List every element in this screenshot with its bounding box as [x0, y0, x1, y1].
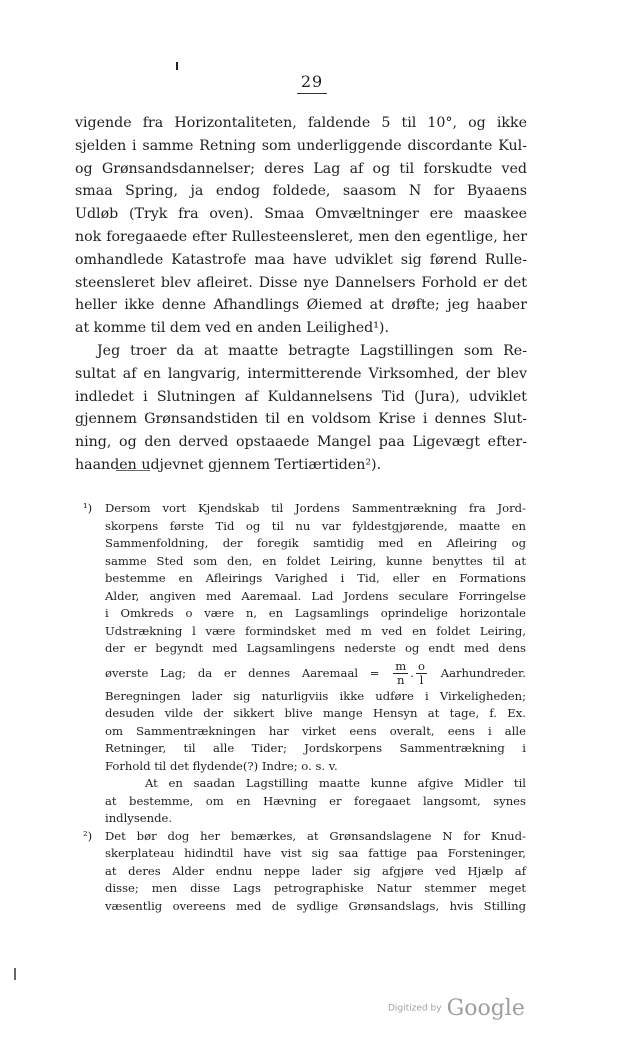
margin-mark [14, 968, 16, 980]
footnote-marker: ²) [83, 828, 93, 843]
footnote-line [83, 500, 526, 518]
body-line: indledet i Slutningen af Kuldannelsens Tid (Jura), udviklet [75, 388, 527, 405]
formula-suffix: Aarhundreder. [440, 665, 526, 680]
body-line: omhandlede Katastrofe maa have udviklet sig førend Rulle- [75, 251, 527, 268]
footnote-line: at bestemme, om en Hævning er foregaaet langsomt, synes [105, 793, 526, 808]
fraction-denominator: l [419, 673, 424, 687]
footnote-line: Forhold til det flydende(?) Indre; o. s. v. [105, 758, 338, 773]
page-number: 29 [0, 72, 624, 91]
body-line: at komme til dem ved en anden Leilighed¹). [75, 320, 389, 337]
watermark-prefix: Digitized by [388, 1003, 442, 1014]
footnote-marker: ¹) [83, 501, 93, 515]
footnote-formula-line: øverste Lag; da er dennes Aaremaal = $\frac{m}{n}$ . $\frac{o}{l}$ Aarhundreder. [105, 659, 526, 687]
digitized-watermark [388, 996, 525, 1021]
footnote-line: Sammenfoldning, der foregik samtidig med en Afleiring og [105, 536, 526, 550]
footnote-line: at deres Alder endnu neppe lader sig afgjøre ved Hjælp af [105, 863, 526, 878]
footnote-line: der er begyndt med Lagsamlingens nederste og endt med dens [105, 641, 526, 655]
ink-mark [176, 62, 178, 70]
footnotes [83, 500, 526, 915]
main-text [75, 112, 527, 477]
footnote-1-continued [83, 688, 526, 776]
footnote-line: bestemme en Afleirings Varighed i Tid, eller en Formations [105, 571, 526, 585]
body-line: vigende fra Horizontaliteten, faldende 5 til 10°, og ikke [75, 115, 527, 131]
body-line: sultat af en langvarig, intermitterende Virksomhed, der blev [75, 365, 527, 382]
footnote-2 [83, 828, 526, 916]
fraction-numerator: m [395, 659, 407, 673]
body-line: Jeg troer da at maatte betragte Lagstillingen som Re- [97, 342, 527, 359]
footnote-line: Retninger, til alle Tider; Jordskorpens Sammentrækning i [105, 741, 526, 755]
body-line: heller ikke denne Afhandlings Øiemed at drøfte; jeg haaber [75, 297, 527, 314]
footnote-line: Beregningen lader sig naturligviis ikke udføre i Virkeligheden; [105, 688, 526, 703]
fraction-o-l [416, 660, 427, 687]
footnote-line: samme Sted som den, en foldet Leiring, kunne benyttes til at [105, 553, 526, 568]
footnote-line: disse; men disse Lags petrographiske Natur stemmer meget [105, 881, 526, 895]
footnote-line: i Omkreds o være n, en Lagsamlings oprindelige horizontale [105, 606, 526, 620]
footnote-1-paragraph-2 [83, 775, 526, 828]
body-line: haanden udjevnet gjennem Tertiærtiden²). [75, 456, 382, 473]
footnote-line: Alder, angiven med Aaremaal. Lad Jordens seculare Forringelse [105, 588, 526, 603]
footnote-line: om Sammentrækningen har virket eens overalt, eens i alle [105, 723, 526, 738]
fraction-denominator: n [397, 673, 405, 687]
footnote-line: desuden vilde der sikkert blive mange Hensyn at tage, f. Ex. [105, 706, 526, 720]
footnote-line: væsentlig overeens med de sydlige Grønsandslags, hvis Stilling [105, 898, 526, 913]
body-line: nok foregaaede efter Rullesteensleret, men den egentlige, her [75, 228, 527, 245]
body-line: steensleret blev afleiret. Disse nye Dannelsers Forhold er det [75, 274, 527, 291]
body-line: ning, og den derved opstaaede Mangel paa Ligevægt efter- [75, 434, 527, 451]
body-line: gjennem Grønsandstiden til en voldsom Krise i dennes Slut- [75, 411, 527, 428]
fraction-m-n [393, 660, 408, 687]
google-logo-text: Google [446, 996, 525, 1021]
footnote-1 [83, 500, 526, 658]
footnote-line: Udstrækning l være formindsket med m ved en foldet Leiring, [105, 623, 526, 638]
formula-prefix: øverste Lag; da er dennes Aaremaal = [105, 665, 380, 680]
body-line: Udløb (Tryk fra oven). Smaa Omvæltninger ere maaskee [75, 206, 527, 223]
body-line: sjelden i samme Retning som underliggende discordante Kul- [75, 137, 527, 154]
footnote-line: skerplateau hidindtil have vist sig saa fattige paa Forsteninger, [105, 846, 526, 860]
footnote-line [83, 828, 526, 846]
footnote-text: Det bør dog her bemærkes, at Grønsandslagene N for Knud- [105, 828, 526, 843]
footnote-line: At en saadan Lagstilling maatte kunne afgive Midler til [145, 776, 526, 790]
footnote-line: indlysende. [105, 811, 173, 825]
footnote-separator [116, 470, 150, 471]
body-line: smaa Spring, ja endog foldede, saasom N for Byaaens [75, 183, 527, 200]
footnote-text: Dersom vort Kjendskab til Jordens Sammentrækning fra Jord- [105, 501, 526, 515]
fraction-numerator: o [417, 659, 425, 673]
body-line: og Grønsandsdannelser; deres Lag af og til forskudte ved [75, 160, 527, 177]
footnote-line: skorpens første Tid og til nu var fyldestgjørende, maatte en [105, 518, 526, 533]
